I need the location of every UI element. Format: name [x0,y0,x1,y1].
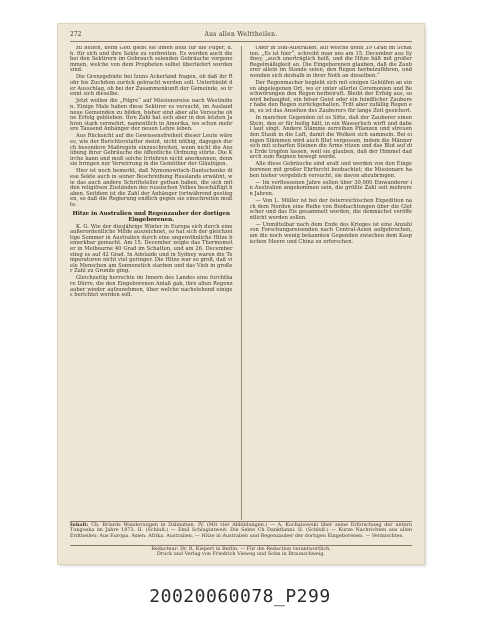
left-paragraph: Gleichzeitig herrschte im Innern des Landes eine furchtbare Dürre, die den Eingeborenen Anlaß gab, ihre alten Regenzauber wieder aufzunehmen, über welche nachstehend einiges berichtet werden soll. [70,275,233,299]
left-paragraph: Hier ist noch bemerkt, daß Nymonowitsch-Dantschenko diese Sekte auch in seiner Beschreibung Russlands erwähnt, wie das auch andere Schriftsteller gethan haben, die sich mit den religiösen Zuständen des russischen Volkes beschäftigt haben. Seitdem ist die Zahl der Anhänger fortwährend gestiegen, so daß die Regierung endlich gegen sie einschreiten mußte. [70,168,233,209]
header-title: Aus allen Welttheilen. [204,31,278,38]
left-paragraph: Aus Rücksicht auf die Gewissensfreiheit dieser Leute wäre es, wie der Berichterstatter meint, nicht nöthig, dagegen durch besondere Maßregeln einzuschreiten, wenn nicht die Ausübung ihrer Gebräuche die öffentliche Ordnung störte. Die Kirche kann und muß solche Irrlehren nicht anerkennen, denn sie bringen nur Verwirrung in die Gemüther der Gläubigen. [70,133,233,168]
right-paragraph: Der Regenmacher begiebt sich mit einigen Gehülfen an einen abgelegenen Ort, wo er unter allerlei Ceremonien und Beschwörungen den Regen herbeiruft. Bleibt der Erfolg aus, so wird behauptet, ein böser Geist oder ein feindlicher Zauberer habe den Regen zurückgehalten. Tritt aber zufällig Regen ein, so ist das Ansehen des Zauberers für lange Zeit gesichert. [249,80,412,115]
imprint-publisher-line: Druck und Verlag von Friedrich Vieweg und Sohn in Braunschweig. [156,551,326,558]
right-paragraph: — Von L. Müller ist bei der österreichischen Expedition nach dem Norden eine Reihe von Beobachtungen über die Gletscher und das Eis gesammelt worden, die demnächst veröffentlicht werden sollen. [249,197,412,221]
left-paragraph: Jetzt wollen die „Pilgre“ auf Missionsreise nach Westindien. Einige Male haben diese Sektirer es versucht, im Ausland neue Gemeinden zu bilden, bisher sind aber alle Versuche ohne Erfolg geblieben. Ihre Zahl hat sich aber in den letzten Jahren stark vermehrt, namentlich in Amerika, wo schon mehrere Tausend Anhänger der neuen Lehre leben. [70,98,233,133]
left-paragraph: Die Grenzgebiete bei Izuns Ackerland fragen, ob daß ihr Rohr bis Zuchdom zurück gebracht werden soll. Unterbleibt der Ausschlag, ob bei der Zusammenkunft der Gemeinde, so trennt sich dieselbe. [70,74,233,98]
scanned-page [58,24,424,564]
scan-id-caption: 20020060078_P299 [149,586,331,607]
left-paragraph: zu helfen, denn Gott giebt sie ihnen bloß für die Pilger, d. h. für sich und ihre Sekte zu verbreiten. Es werden auch die bei den Sektirern im Gebrauch seienden Gebräuche vorgenommen, welche von dem Propheten selbst überliefert worden sind. [70,46,233,74]
text-columns [70,46,412,520]
section-heading: Hitze in Australien und Regenzauber der dortigen Eingeborenen. [72,210,231,223]
running-head [70,31,412,42]
contents-text: Ch. Briards Wanderungen in Dalmatien. IV. (Mit vier Abbildungen.) — A. Kochanowski über seine Erforschung der untern Tunguska im Jahre 1873. II. (Schluß.) — Emil Schlagintweit: Die Sekte Ch Dankfianni. II. (Schluß.) — Kurze Nachrichten aus allen Erdtheilen: Aus Europa. Asien. Afrika. Australien. — Hitze in Australien und Regenzauber der dortigen Eingeborenen. — Vermischtes. [70,522,412,539]
contents-label: Inhalt: [70,522,89,528]
right-paragraph: — Unmittelbar nach dem Ende des Krieges ist eine Anzahl von Forschungsreisenden nach Central-Asien aufgebrochen, um die noch wenig bekannten Gegenden zwischen dem Kaspischen Meere und China zu erforschen. [249,221,412,245]
left-column [70,46,233,520]
right-paragraph: Ober in Süd-Australien, auf welche denn 39 Grad im Schatten. „Es ist hier“, schreibt man uns am 15. December aus Sydney, „auch unerträglich heiß, und die Hitze hält mit großer Regelmäßigkeit an. Die Eingeborenen glauben, daß die Zauberer allein im Stande seien, den Regen herbeizuführen, und wenden sich deshalb in ihrer Noth an dieselben.“ [249,46,412,79]
column-divider [241,46,242,520]
right-paragraph: Alle diese Gebräuche sind uralt und werden von den Eingeborenen mit großer Ehrfurcht beobachtet; die Missionare haben bisher vergeblich versucht, sie davon abzubringen. [249,161,412,179]
right-paragraph: In manchen Gegenden ist es Sitte, daß der Zauberer einen Stein, den er für heilig hält, in ein Wasserloch wirft und dabei laut singt. Andere Stämme zerreiben Pflanzen und streuen den Staub in die Luft, damit die Wolken sich sammeln. Bei einigen Stämmen wird auch Blut vergossen, indem die Männer sich mit scharfen Steinen die Arme ritzen und das Blut auf die Erde tropfen lassen, weil sie glauben, daß der Himmel dadurch zum Regnen bewegt werde. [249,115,412,161]
imprint-editor-line: Redacteur: Dr. R. Kiepert in Berlin. — Für die Redaction verantwortlich. [151,546,331,552]
table-of-contents [70,521,412,545]
page-number: 272 [70,31,82,38]
right-column [250,46,413,520]
right-paragraph: — Im verflossenen Jahre sollen über 30,000 Einwanderer in Australien angekommen sein, die größte Zahl seit mehreren Jahren. [249,179,412,197]
imprint [70,545,412,561]
left-paragraph: K. G. Wie der diesjährige Winter in Europa sich durch eine außerordentliche Milde auszeichnet, so hat sich der gleichzeitige Sommer in Australien durch eine ungewöhnliche Hitze bemerkbar gemacht. Am 15. December zeigte das Thermometer in Melbourne 40 Grad im Schatten, und am 26. December stieg es auf 42 Grad. In Adelaide und in Sydney waren die Temperaturen nicht viel geringer. Die Hitze war so groß, daß viele Menschen am Sonnenstich starben und das Vieh in großer Zahl zu Grunde ging. [70,223,233,275]
